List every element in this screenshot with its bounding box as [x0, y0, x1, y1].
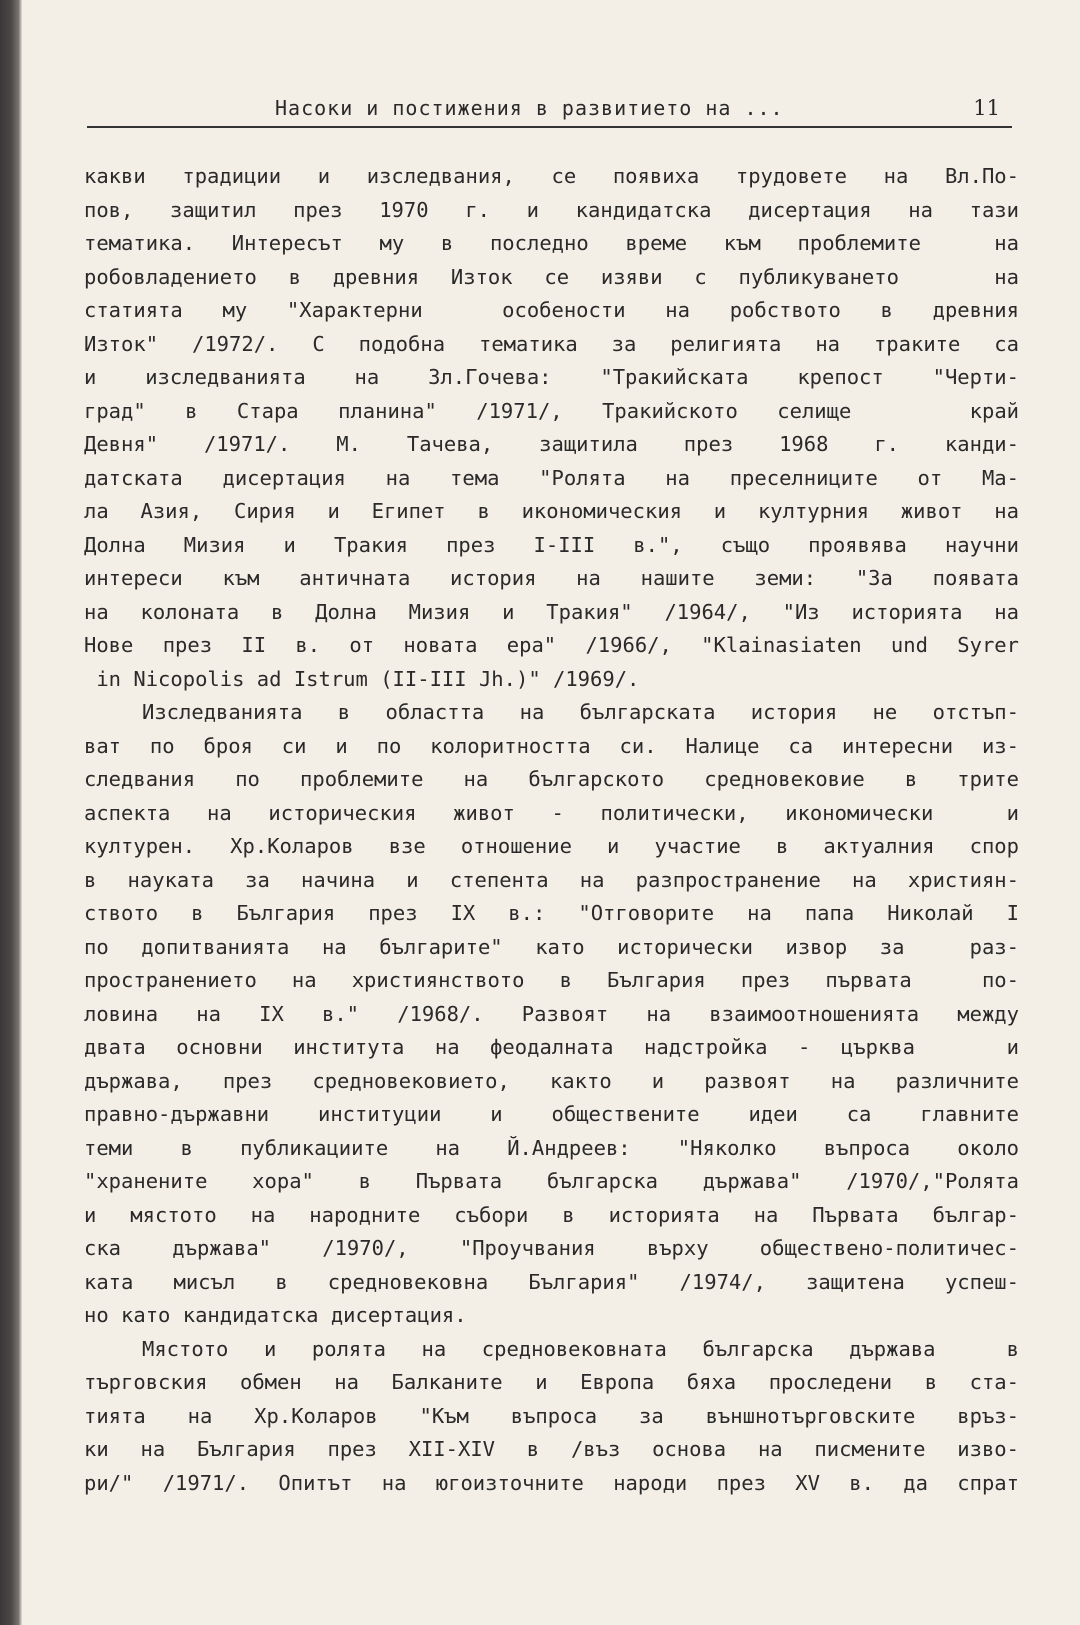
- book-spine-shadow: [0, 0, 22, 1625]
- text-line: но като кандидатска дисертация.: [84, 1303, 467, 1327]
- text-line: двата основни института на феодалната надстройка - църква и: [84, 1035, 1019, 1059]
- text-line: Нове през II в. от новата ера" /1966/, "Klainasiaten und Syrer: [84, 633, 1019, 657]
- text-line: ват по броя си и по колоритността си. Налице са интересни из-: [84, 733, 1019, 758]
- text-line: и изследванията на Зл.Гочева: "Тракийската крепост "Черти-: [84, 365, 1019, 389]
- text-line: тията на Хр.Коларов "Към въпроса за външнотърговските връз-: [84, 1403, 1019, 1428]
- text-line: ска държава" /1970/, "Проучвания върху обществено-политичес-: [84, 1236, 1019, 1260]
- paragraph-first-line: Изследванията в областта на българската история не отстъп-: [142, 700, 1019, 724]
- text-line: по допитванията на българите" като исторически извор за раз-: [84, 934, 1019, 959]
- running-header: [87, 96, 1012, 128]
- page-number: 11: [973, 96, 1000, 120]
- text-line: ри/" /1971/. Опитът на югоизточните народи през XV в. да спрат: [84, 1470, 1019, 1495]
- text-line: робовладението в древния Изток се изяви с публикуването на: [84, 264, 1019, 289]
- text-line: и мястото на народните събори в историята на Първата българ-: [84, 1202, 1019, 1227]
- text-line: in Nicopolis ad Istrum (II-III Jh.)" /1969/.: [84, 666, 640, 691]
- text-line: търговския обмен на Балканите и Европа бяха проследени в ста-: [84, 1370, 1019, 1394]
- text-line: аспекта на историческия живот - политически, икономически и: [84, 800, 1019, 825]
- text-line: в науката за начина и степента на разпространение на християн-: [84, 867, 1019, 892]
- body-text: [84, 160, 1019, 1500]
- text-line: статията му "Характерни особености на робството в древния: [84, 298, 1019, 322]
- text-line: ството в България през IX в.: "Отговорите на папа Николай I: [84, 901, 1019, 925]
- text-line: ки на България през XII-XIV в /въз основа на писмените изво-: [84, 1437, 1019, 1461]
- text-line: Изток" /1972/. С подобна тематика за религията на траките са: [84, 331, 1019, 356]
- text-line: тематика. Интересът му в последно време към проблемите на: [84, 231, 1019, 255]
- text-line: правно-държавни институции и обществените идеи са главните: [84, 1102, 1019, 1126]
- text-line: на колоната в Долна Мизия и Тракия" /1964/, "Из историята на: [84, 599, 1019, 624]
- text-line: ла Азия, Сирия и Египет в икономическия и културния живот на: [84, 499, 1019, 523]
- text-line: ката мисъл в средновековна България" /1974/, защитена успеш-: [84, 1269, 1019, 1294]
- text-line: какви традиции и изследвания, се появиха трудовете на Вл.По-: [84, 164, 1019, 188]
- text-line: културен. Хр.Коларов взе отношение и участие в актуалния спор: [84, 834, 1019, 858]
- text-line: Долна Мизия и Тракия през I-III в.", също проявява научни: [84, 532, 1019, 557]
- text-line: "хранените хора" в Първата българска държава" /1970/,"Ролята: [84, 1169, 1019, 1193]
- text-line: следвания по проблемите на българското средновековие в трите: [84, 767, 1019, 791]
- running-header-title: Насоки и постижения в развитието на ...: [275, 96, 784, 120]
- text-line: датската дисертация на тема "Ролята на преселниците от Ма-: [84, 465, 1019, 490]
- book-page: [22, 0, 1080, 1625]
- text-line: град" в Стара планина" /1971/, Тракийското селище край: [84, 398, 1019, 423]
- paragraph-first-line: Мястото и ролята на средновековната българска държава в: [142, 1336, 1019, 1361]
- text-line: пов, защитил през 1970 г. и кандидатска дисертация на тази: [84, 197, 1019, 222]
- text-line: пространението на християнството в България през първата по-: [84, 968, 1019, 992]
- text-line: интереси към античната история на нашите земи: "За появата: [84, 566, 1019, 590]
- text-line: Девня" /1971/. М. Тачева, защитила през 1968 г. канди-: [84, 432, 1019, 456]
- text-line: ловина на IX в." /1968/. Развоят на взаимоотношенията между: [84, 1001, 1019, 1026]
- text-line: теми в публикациите на Й.Андреев: "Няколко въпроса около: [84, 1135, 1019, 1160]
- text-line: държава, през средновековието, както и развоят на различните: [84, 1068, 1019, 1093]
